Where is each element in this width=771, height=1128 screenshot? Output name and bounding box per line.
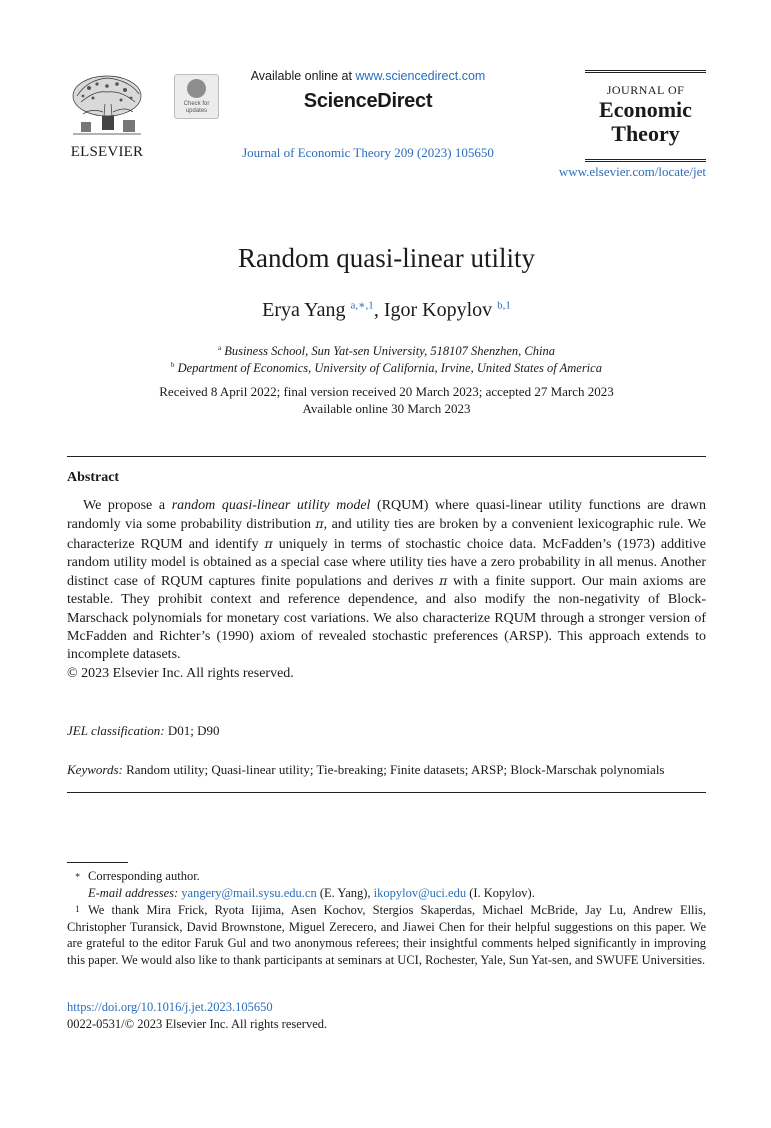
doi-link[interactable]: https://doi.org/10.1016/j.jet.2023.105650 — [67, 1000, 273, 1014]
keywords-label: Keywords: — [67, 762, 123, 777]
affiliation-mark: a — [218, 344, 222, 352]
abstract-body — [67, 497, 706, 683]
pi-symbol: π — [264, 535, 273, 551]
email-owner: (E. Yang), — [316, 886, 374, 900]
article-history: Received 8 April 2022; final version received 20 March 2023; accepted 27 March 2023 — [159, 384, 614, 399]
jel-value: D01; D90 — [164, 723, 220, 738]
email-owner: (I. Kopylov). — [466, 886, 535, 900]
author-name: Erya Yang — [262, 299, 346, 321]
abstract-text: with a finite support. Our main axioms are testable. They prohibit context and reference dependence, and also modify the non-negativity of Block-Marschack polynomials for monetary cost variations. We also characterize RQUM through a stronger version of McFadden and Richter’s (1990) axiom of revealed stochastic preferences (ARSP). This approach extends to incomplete datasets. — [67, 574, 706, 663]
pi-symbol: π — [439, 573, 448, 589]
abstract-text: We propose a — [83, 498, 172, 513]
affiliation-text: Department of Economics, University of California, Irvine, United States of America — [177, 361, 602, 375]
affiliation-mark: b — [171, 361, 175, 369]
footnote-acknowledgements — [67, 902, 706, 969]
keywords — [67, 762, 665, 778]
jel-label: JEL classification: — [67, 723, 165, 738]
keywords-value: Random utility; Quasi-linear utility; Tie-breaking; Finite datasets; ARSP; Block-Marschak polynomials — [122, 762, 665, 777]
available-online — [230, 69, 506, 83]
footnote-rule — [67, 862, 128, 863]
author-separator: , — [373, 299, 384, 321]
journal-logo-line3: Theory — [611, 121, 680, 146]
divider — [67, 792, 706, 793]
journal-reference-link[interactable]: Journal of Economic Theory 209 (2023) 105650 — [242, 145, 494, 160]
abstract-emphasis: random quasi-linear utility model — [171, 498, 371, 513]
journal-homepage-link[interactable]: www.elsevier.com/locate/jet — [558, 164, 706, 179]
journal-logo — [585, 70, 706, 162]
email-label: E-mail addresses: — [88, 886, 182, 900]
journal-logo-line2: Economic — [599, 97, 692, 122]
author-marks[interactable]: a,∗,1 — [350, 299, 374, 312]
article-title: Random quasi-linear utility — [238, 243, 535, 273]
journal-logo-line1: JOURNAL OF — [606, 83, 685, 97]
footnote-mark: ∗ — [74, 870, 81, 880]
abstract-heading: Abstract — [67, 470, 120, 485]
affiliation-a — [67, 344, 706, 359]
author-name: Igor Kopylov — [383, 299, 493, 321]
abstract-text: (RQUM) where quasi-linear utility functions are drawn randomly via some probability distribution — [67, 498, 706, 533]
abstract-text: , and utility ties are broken by a convenient lexicographic rule. We characterize RQUM and identify — [67, 517, 706, 552]
jel-classification — [67, 723, 220, 739]
email-link[interactable]: yangery@mail.sysu.edu.cn — [181, 886, 317, 900]
elsevier-label: ELSEVIER — [70, 144, 144, 160]
check-for-updates-label: Check for updates — [183, 101, 210, 114]
author-marks[interactable]: b,1 — [497, 299, 511, 312]
affiliation-b — [67, 361, 706, 376]
footnote-text: Corresponding author. — [88, 869, 200, 883]
affiliation-text: Business School, Sun Yat-sen University, 518107 Shenzhen, China — [224, 344, 555, 358]
elsevier-tree-logo — [67, 72, 147, 142]
footnote-text: We thank Mira Frick, Ryota Iijima, Asen Kochov, Stergios Skaperdas, Michael McBride, Jay Lu, Andrew Ellis, Christopher Turansick, David Brownstone, Miguel Zerecero, and Jiawei Chen for their helpful suggestions on this paper. We are grateful to the editor Faruk Gul and two anonymous referees; their insightful comments helped significantly in improving this paper. We would also like to thank participants at seminars at UCI, Rochester, Yale, Sun Yat-sen, and SWUFE Universities. — [67, 903, 706, 968]
author-list — [67, 299, 706, 322]
footnote-corresponding — [67, 868, 706, 885]
issn-line: 0022-0531/© 2023 Elsevier Inc. All rights reserved. — [67, 1017, 328, 1031]
footnote-mark: 1 — [75, 904, 80, 914]
sciencedirect-link[interactable]: www.sciencedirect.com — [355, 69, 486, 83]
abstract-paragraph — [67, 497, 706, 665]
check-updates-icon — [187, 79, 206, 98]
available-online-date: Available online 30 March 2023 — [302, 401, 471, 416]
available-online-prefix: Available online at — [250, 69, 356, 83]
footnote-emails — [67, 885, 706, 902]
check-for-updates-button[interactable] — [174, 74, 219, 119]
abstract-copyright: © 2023 Elsevier Inc. All rights reserved. — [67, 665, 294, 681]
sciencedirect-wordmark: ScienceDirect — [303, 90, 433, 112]
pi-symbol: π — [315, 516, 324, 532]
email-link[interactable]: ikopylov@uci.edu — [373, 886, 467, 900]
abstract-text: uniquely in terms of stochastic choice data. McFadden’s (1973) additive random utility model is obtained as a special case where utility ties have a zero probability in all menus. Another distinct case of RQUM captures finite populations and derives — [67, 536, 706, 590]
divider — [67, 456, 706, 457]
